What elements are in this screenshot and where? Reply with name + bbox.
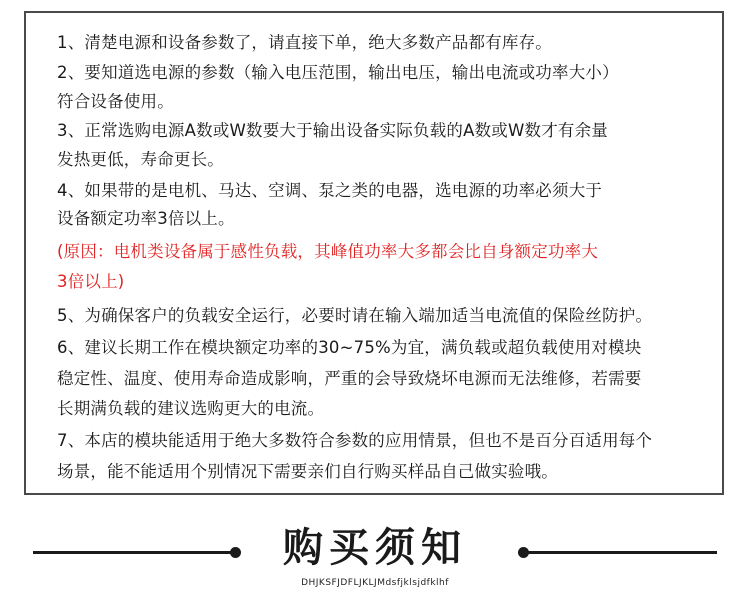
notice-line-15: 场景，能不能适用个别情况下需要亲们自行购买样品自己做实验哦。: [57, 462, 558, 481]
notice-line-8-reason: (原因：电机类设备属于感性负载，其峰值功率大多都会比自身额定功率大: [57, 242, 599, 261]
notice-line-12: 稳定性、温度、使用寿命造成影响，严重的会导致烧坏电源而无法维修，若需要: [57, 369, 642, 388]
notice-line-6: 4、如果带的是电机、马达、空调、泵之类的电器，选电源的功率必须大于: [57, 181, 603, 200]
notice-line-10: 5、为确保客户的负载安全运行，必要时请在输入端加适当电流值的保险丝防护。: [57, 306, 653, 325]
notice-line-2: 2、要知道选电源的参数（输入电压范围，输出电压，输出电流或功率大小）: [57, 63, 619, 82]
notice-line-7: 设备额定功率3倍以上。: [57, 209, 235, 228]
notice-line-14: 7、本店的模块能适用于绝大多数符合参数的应用情景，但也不是百分百适用每个: [57, 431, 653, 450]
notice-line-1: 1、清楚电源和设备参数了，请直接下单，绝大多数产品都有库存。: [57, 33, 552, 52]
notice-line-13: 长期满负载的建议选购更大的电流。: [57, 399, 325, 418]
notice-line-4: 3、正常选购电源A数或W数要大于输出设备实际负载的A数或W数才有余量: [57, 121, 609, 140]
notice-line-11: 6、建议长期工作在模块额定功率的30~75%为宜，满负载或超负载使用对模块: [57, 338, 642, 357]
purchase-notice-title: 购买须知: [283, 525, 467, 571]
notice-line-3: 符合设备使用。: [57, 92, 174, 111]
notice-line-5: 发热更低，寿命更长。: [57, 150, 224, 169]
notice-line-9-reason: 3倍以上): [57, 272, 125, 291]
purchase-notice-subtitle: DHJKSFJDFLJKLJMdsfjklsjdfklhf: [301, 578, 449, 588]
